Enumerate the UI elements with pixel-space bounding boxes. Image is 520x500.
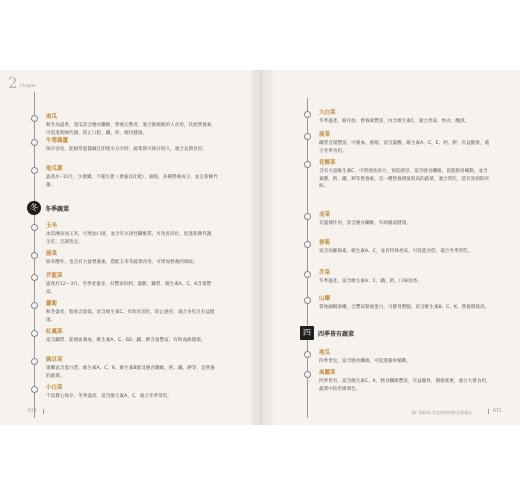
timeline-dot [304,297,311,304]
timeline-dot [31,252,38,259]
timeline-dot [31,330,38,337]
chapter-label: Chapter [20,83,36,88]
vegetable-entry [28,251,218,267]
vegetable-name: 春菊 [319,240,331,246]
vegetable-entry [301,296,491,312]
vegetable-description: 秋冬盛產，脂肪含量低，富含維生素C，有助於消化，防止感冒，適合多吃且有益健康。 [46,310,215,323]
vegetable-entry [301,110,491,126]
page-number: 070 [28,409,37,414]
vegetable-description: 含有大量維生素C，可增強免疫力，預防感冒，富含膳食纖維，促進腸胃蠕動，並含葉酸、鈣、鐵、鉀等營養素，是一種營養價值很高的蔬菜，適合常吃，能有效預防疾病。 [319,169,489,190]
vegetable-entry [28,329,218,345]
vegetable-name: 小白菜 [46,385,63,391]
timeline-dot [304,161,311,168]
vegetable-name: 地瓜葉 [46,166,63,172]
vegetable-entry [301,240,491,256]
left-page [0,70,262,425]
vegetable-name: 牛蒡蔬蘆 [46,138,69,144]
vegetable-description: 柔嫩富含蛋白質，維生素A、C、K、維生素B群及膳食纖維、鈣、鐵、鉀等，是營養的蔬菜。 [46,366,215,379]
vegetable-description: 秋冬為盛季，蓬瓜富含膳食纖維，營養完整者，適合做便秘的人食用，其他營養素，可促進新陳代謝，防止口腔、鐵、鋅、維持健康。 [46,123,216,136]
season-badge: 四 [300,326,314,340]
vegetable-name: 南瓜 [46,114,58,120]
vegetable-description: 富含鐵質，能補血養血，維生素A、C、B2、鐵、鉀含量豐富，有助血液循環。 [46,338,206,343]
vegetable-description: 四季皆宜，富含膳食纖維，可促進腸胃蠕動。 [319,359,411,364]
vegetable-name: 豌豆苗 [46,357,63,363]
vegetable-entry [28,223,218,246]
timeline-dot [304,271,311,278]
timeline-dot [304,213,311,220]
page-number: 071 [493,409,502,414]
vegetable-description: 冬季盛產，富含維生素A、C，鐵、鈣，口味清香。 [319,279,422,284]
vegetable-name: 山藥 [319,296,331,302]
vegetable-name: 大白菜 [319,110,336,116]
vegetable-name: 芥菜 [319,270,331,276]
vegetable-description: 盛產於12～3月，冬季產量多，有豐富的鈣、葉酸、鐵質，維生素A、C、K含量豐富。 [46,282,212,295]
chapter-number: 2 [8,74,18,92]
season-title: 冬季蔬菜 [45,206,70,213]
vegetable-description: 除芥酸外，也含有大量營養素，搭配玉米等蔬菜食用，可增加營養的吸收。 [46,260,198,265]
vegetable-entry [28,166,218,189]
vegetable-name: 韭菜 [319,212,331,218]
book-spread [0,70,520,425]
vegetable-description: 質地細緻滑嫩，含豐富黏液蛋白，可健胃整腸，富含維生素B、C、K，營養價值高。 [319,305,490,310]
vegetable-entry [28,301,218,324]
timeline-dot [31,274,38,281]
vegetable-entry [301,160,491,191]
vegetable-name: 高麗菜 [319,370,336,376]
vegetable-description: 冰淇淋添加玉米，可增加口感，並含有水溶性纖維質，可改善消化，促進新陳代謝，生吃、烹調皆宜。 [46,232,216,245]
vegetable-entry [301,270,491,286]
gutter-shadow-left [248,70,262,425]
vegetable-name: 玉米 [46,223,58,229]
vegetable-description: 不需費心保存，冬季盛產，富含維生素A、C，適合冬季常吃。 [46,394,172,399]
vegetable-entry [28,273,218,296]
timeline-dot [31,139,38,146]
vegetable-name: 紅鳳菜 [46,329,63,335]
vegetable-entry [28,357,218,380]
vegetable-entry [301,212,491,228]
running-footer-title: Dr. Sticks 常見疾病的飲食調養法 [412,410,472,415]
vegetable-description: 鐵質含量豐富，可補血、養顏，富含葉酸，維生素A、C、E、鈣、鉀，有益健康，適合冬季食用。 [319,141,490,154]
vegetable-description: 冬季盛產，耐存放，營養素豐富，內含維生素C，適合煮湯、炒食、醃漬。 [319,119,470,124]
vegetable-description: 富含胡蘿蔔素，維生素A、C，並有特殊香氣，可促進食慾，適合冬季常吃。 [319,249,473,254]
gutter-shadow-right [262,70,276,425]
season-title: 四季皆有蔬菜 [318,331,355,338]
timeline-dot [304,111,311,118]
vegetable-entry [28,138,218,154]
vegetable-entry [301,350,491,366]
timeline-dot [304,351,311,358]
vegetable-description: 盛產4～11月，少農藥，不施生肥（會施以化肥），耐熱、多種營養成分，並且新陳代謝。 [46,175,218,188]
timeline-dot [31,302,38,309]
vegetable-name: 花椰菜 [319,160,336,166]
timeline-dot [31,358,38,365]
timeline-dot [31,167,38,174]
timeline-dot [31,386,38,393]
footer-bar [488,409,489,414]
season-badge: 冬 [27,201,41,215]
vegetable-entry [301,132,491,155]
timeline-dot [31,224,38,231]
vegetable-description: 四季皆有，富含維生素C、K，膳食纖維豐富，有益腸胃，價格實惠，適合大眾食用，蔬菜中的常備菜色。 [319,379,491,392]
vegetable-description: 有溫補作用，富含膳食纖維，有助腸道健康。 [319,221,411,226]
vegetable-name: 菠菜 [46,251,58,257]
vegetable-name: 地瓜 [319,350,331,356]
timeline-dot [31,115,38,122]
vegetable-name: 芥藍菜 [46,273,63,279]
timeline-dot [304,371,311,378]
vegetable-entry [28,385,218,401]
right-page [262,70,520,425]
timeline-dot [304,241,311,248]
vegetable-name: 蘿蔔 [46,301,58,307]
vegetable-entry [301,370,491,393]
vegetable-name: 菠菜 [319,132,331,138]
vegetable-description: 保存容易，能耐常溫儲藏且即使水分少時，蔬菜即可保存很久，適合長期食用。 [46,147,207,152]
footer-bar [43,409,44,414]
vegetable-entry [28,114,218,137]
timeline-dot [304,133,311,140]
